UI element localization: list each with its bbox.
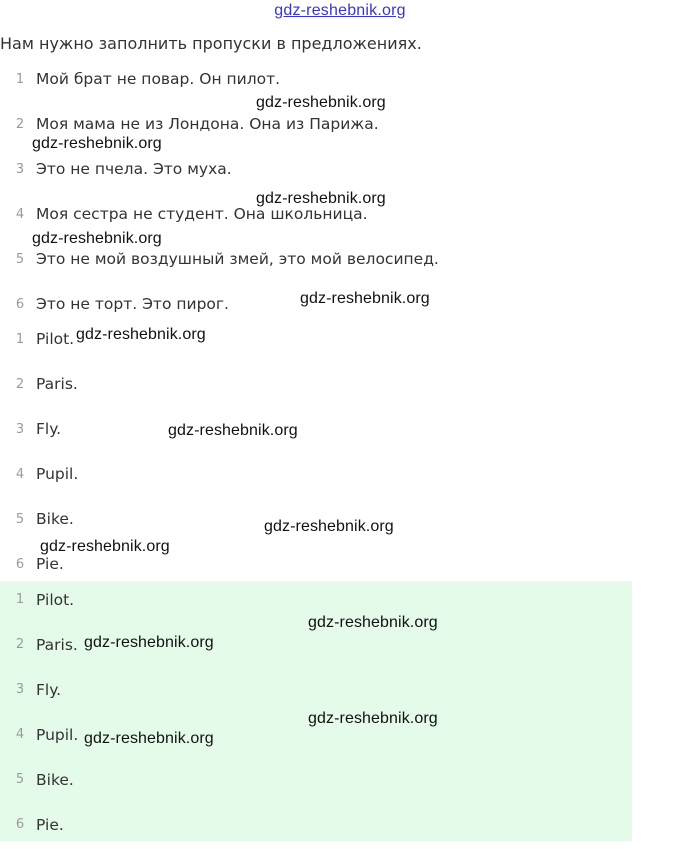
item-number: 1 [15, 592, 25, 607]
watermark: gdz-reshebnik.org [32, 135, 162, 152]
item-number: 5 [15, 512, 25, 527]
watermark: gdz-reshebnik.org [40, 538, 170, 555]
item-text: Pie. [36, 555, 64, 573]
item-text: Pie. [36, 816, 64, 834]
item-text: Paris. [36, 375, 78, 393]
item-number: 6 [15, 817, 25, 832]
item-number: 3 [15, 682, 25, 697]
watermark: gdz-reshebnik.org [256, 190, 386, 207]
item-text: Fly. [36, 681, 62, 699]
item-number: 5 [15, 252, 25, 267]
site-header-link[interactable]: gdz-reshebnik.org [274, 2, 406, 19]
item-number: 4 [15, 467, 25, 482]
item-text: Paris. [36, 636, 78, 654]
watermark: gdz-reshebnik.org [168, 422, 298, 439]
item-text: Pilot. [36, 591, 75, 609]
watermark: gdz-reshebnik.org [264, 518, 394, 535]
watermark: gdz-reshebnik.org [84, 730, 214, 747]
list-item [0, 761, 632, 806]
item-number: 2 [15, 637, 25, 652]
item-text: Pupil. [36, 465, 79, 483]
list-item [0, 452, 632, 497]
watermark: gdz-reshebnik.org [300, 290, 430, 307]
item-text: Моя мама не из Лондона. Она из Парижа. [36, 115, 379, 133]
intro-text: Нам нужно заполнить пропуски в предложениях. [0, 34, 422, 53]
item-number: 2 [15, 377, 25, 392]
watermark: gdz-reshebnik.org [308, 614, 438, 631]
item-number: 1 [15, 72, 25, 87]
list-item [0, 407, 632, 452]
item-text: Fly. [36, 420, 62, 438]
item-text: Моя сестра не студент. Она школьница. [36, 205, 368, 223]
watermark: gdz-reshebnik.org [84, 634, 214, 651]
item-number: 2 [15, 117, 25, 132]
item-text: Это не пчела. Это муха. [36, 160, 232, 178]
watermark: gdz-reshebnik.org [32, 230, 162, 247]
item-text: Мой брат не повар. Он пилот. [36, 70, 281, 88]
list-item [0, 806, 632, 851]
item-number: 4 [15, 727, 25, 742]
item-number: 3 [15, 162, 25, 177]
list-item [0, 362, 632, 407]
item-text: Bike. [36, 771, 74, 789]
item-text: Это не мой воздушный змей, это мой велосипед. [36, 250, 439, 268]
item-number: 4 [15, 207, 25, 222]
item-text: Bike. [36, 510, 74, 528]
list-item [0, 147, 632, 192]
item-text: Это не торт. Это пирог. [36, 295, 229, 313]
item-number: 3 [15, 422, 25, 437]
watermark: gdz-reshebnik.org [308, 710, 438, 727]
watermark: gdz-reshebnik.org [256, 94, 386, 111]
item-text: Pilot. [36, 330, 75, 348]
item-number: 1 [15, 332, 25, 347]
item-number: 6 [15, 557, 25, 572]
watermark: gdz-reshebnik.org [76, 326, 206, 343]
item-number: 5 [15, 772, 25, 787]
item-number: 6 [15, 297, 25, 312]
item-text: Pupil. [36, 726, 79, 744]
